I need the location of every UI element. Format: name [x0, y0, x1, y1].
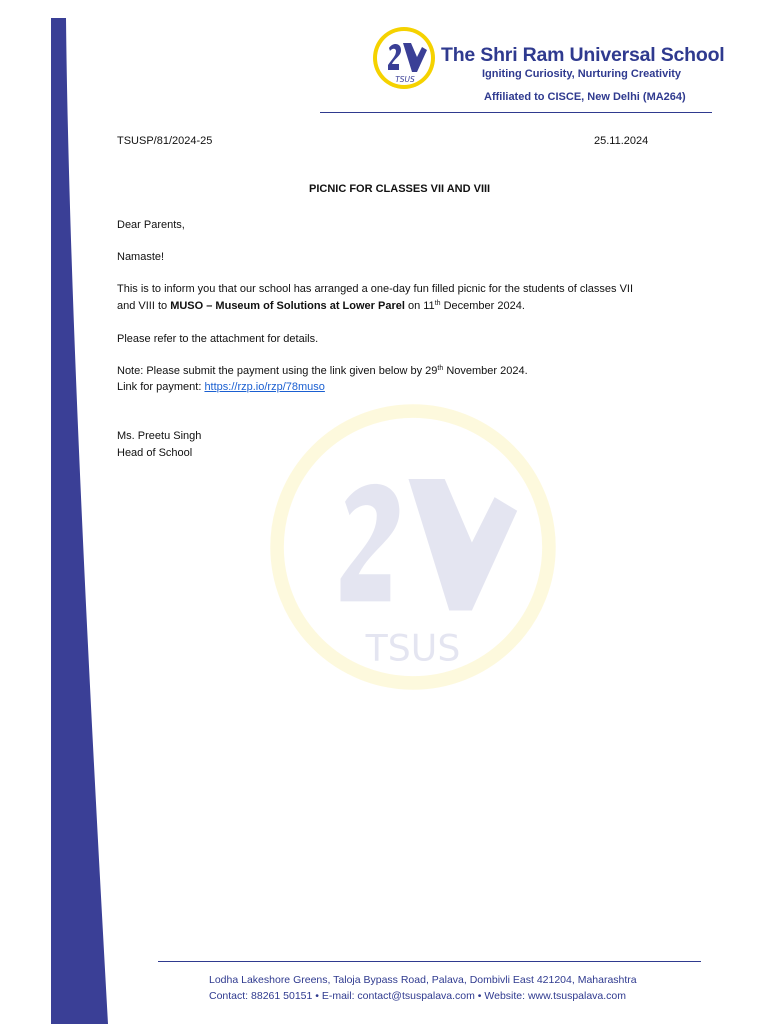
paragraph-line-2-start: and VIII to: [117, 300, 171, 312]
reference-number: TSUSP/81/2024-25: [117, 135, 213, 147]
namaste-line: Namaste!: [117, 251, 165, 263]
school-tagline: Igniting Curiosity, Nurturing Creativity: [482, 68, 682, 80]
watermark-logo-text: TSUS: [365, 626, 461, 670]
payment-note-start: Note: Please submit the payment using the link given below by 29: [117, 365, 438, 377]
payment-date-ordinal-suffix: th: [437, 365, 444, 372]
paragraph-date-end: December 2024.: [440, 300, 525, 312]
paragraph-line-2: [117, 298, 525, 314]
picnic-venue: MUSO – Museum of Solutions at Lower Parel: [170, 300, 405, 312]
paragraph-date-prefix: on 11: [404, 300, 435, 312]
greeting: Dear Parents,: [117, 219, 185, 231]
payment-note-end: November 2024.: [443, 365, 528, 377]
header-divider: [320, 112, 712, 113]
date-ordinal-suffix: th: [434, 300, 441, 307]
attachment-note: Please refer to the attachment for details.: [117, 333, 319, 345]
footer-divider: [158, 961, 701, 962]
logo-text: TSUS: [395, 75, 415, 84]
payment-link-label: Link for payment:: [117, 381, 205, 393]
left-decorative-band: [0, 0, 110, 1024]
footer-address: Lodha Lakeshore Greens, Taloja Bypass Road, Palava, Dombivli East 421204, Maharashtra: [209, 974, 637, 986]
signer-title: Head of School: [117, 447, 193, 459]
payment-link-line: [117, 379, 325, 395]
payment-note: [117, 363, 528, 379]
letter-date: 25.11.2024: [594, 135, 649, 147]
school-affiliation: Affiliated to CISCE, New Delhi (MA264): [484, 91, 686, 103]
paragraph-line-1: This is to inform you that our school has arranged a one-day fun filled picnic for the students of classes VII: [117, 283, 634, 295]
footer-contact: Contact: 88261 50151 • E-mail: contact@tsuspalava.com • Website: www.tsuspalava.com: [209, 990, 627, 1002]
school-name: The Shri Ram Universal School: [441, 44, 725, 66]
signer-name: Ms. Preetu Singh: [117, 430, 202, 442]
letter-title: PICNIC FOR CLASSES VII AND VIII: [309, 183, 491, 195]
payment-link[interactable]: https://rzp.io/rzp/78muso: [204, 381, 325, 393]
school-logo: [372, 26, 436, 90]
logo-watermark: [268, 402, 558, 692]
